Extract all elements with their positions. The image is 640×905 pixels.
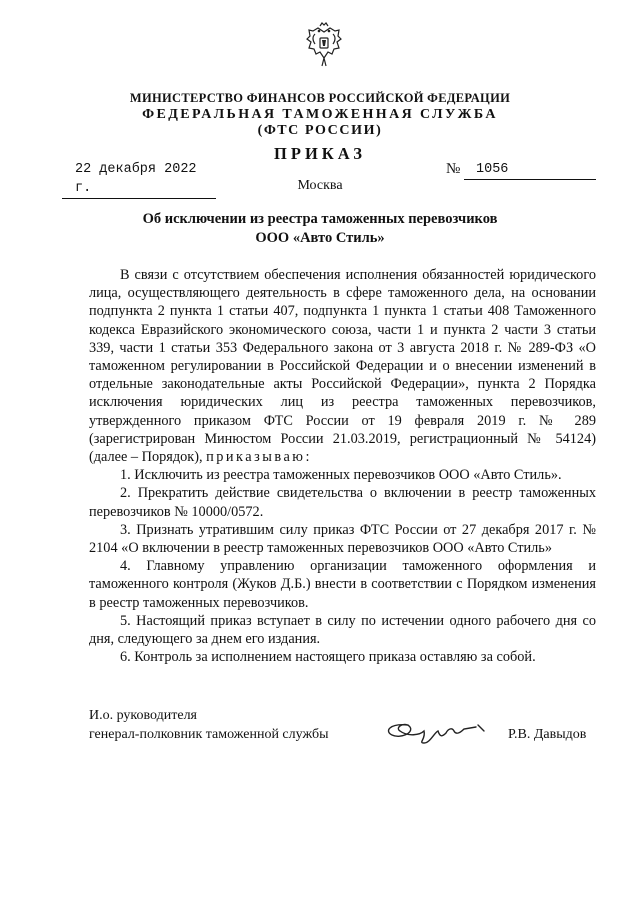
document-date: 22 декабря 2022 г.: [62, 160, 216, 199]
signatory-role-line1: И.о. руководителя: [89, 708, 198, 723]
intro-paragraph: [89, 266, 596, 466]
handwritten-signature: [380, 713, 498, 747]
order-item: 5. Настоящий приказ вступает в силу по истечении одного рабочего дня со дня, следующего за днем его издания.: [89, 612, 596, 648]
service-abbreviation: (ФТС РОССИИ): [257, 123, 383, 138]
document-type: ПРИКАЗ: [274, 144, 366, 163]
signatory-name: Р.В. Давыдов: [508, 727, 587, 742]
order-word: приказываю:: [206, 449, 312, 466]
ministry-name: МИНИСТЕРСТВО ФИНАНСОВ РОССИЙСКОЙ ФЕДЕРАЦИИ: [129, 91, 511, 105]
order-item: 2. Прекратить действие свидетельства о включении в реестр таможенных перевозчиков № 10000/0572.: [89, 485, 596, 520]
service-name: ФЕДЕРАЛЬНАЯ ТАМОЖЕННАЯ СЛУЖБА: [142, 107, 498, 122]
intro-text: В связи с отсутствием обеспечения исполнения обязанностей юридического лица, осуществляющего деятельность в сфере таможенного дела, на основании подпункта 2 пункта 1 статьи 407, подпункта 1 пункта 1 статьи 408 Таможенного кодекса Евразийского экономического союза, части 1 и пункта 2 части 3 статьи 339, части 1 статьи 353 Федерального закона от 3 августа 2018 г. № 289-ФЗ «О таможенном регулировании в Российской Федерации и о внесении изменений в отдельные законодательные акты Российской Федерации», пункта 2 Порядка исключения юридических лиц из реестра таможенных перевозчиков, утвержденного приказом ФТС России от 19 февраля 2019 г. № 289 (зарегистрирован Минюстом России 21.03.2019, регистрационный № 54124) (далее – Порядок),: [89, 267, 596, 466]
document-title-line2: ООО «Авто Стиль»: [255, 230, 385, 246]
coat-of-arms-emblem: [303, 22, 345, 72]
order-item: 3. Признать утратившим силу приказ ФТС России от 27 декабря 2017 г. № 2104 «О включении в реестр таможенных перевозчиков ООО «Авто Стиль»: [89, 521, 596, 557]
signatory-role-line2: генерал-полковник таможенной службы: [89, 727, 329, 742]
order-item: 6. Контроль за исполнением настоящего приказа оставляю за собой.: [120, 649, 536, 666]
document-number: 1056: [464, 160, 596, 180]
document-title-line1: Об исключении из реестра таможенных перевозчиков: [142, 211, 498, 227]
document-body: [89, 266, 596, 666]
order-item: 1. Исключить из реестра таможенных перевозчиков ООО «Авто Стиль».: [120, 467, 562, 484]
order-item: 4. Главному управлению организации таможенного оформления и таможенного контроля (Жуков Д.Б.) внести в соответствии с Порядком изменения в реестр таможенных перевозчиков.: [89, 558, 596, 611]
number-label: №: [446, 161, 461, 177]
document-city: Москва: [297, 178, 343, 193]
